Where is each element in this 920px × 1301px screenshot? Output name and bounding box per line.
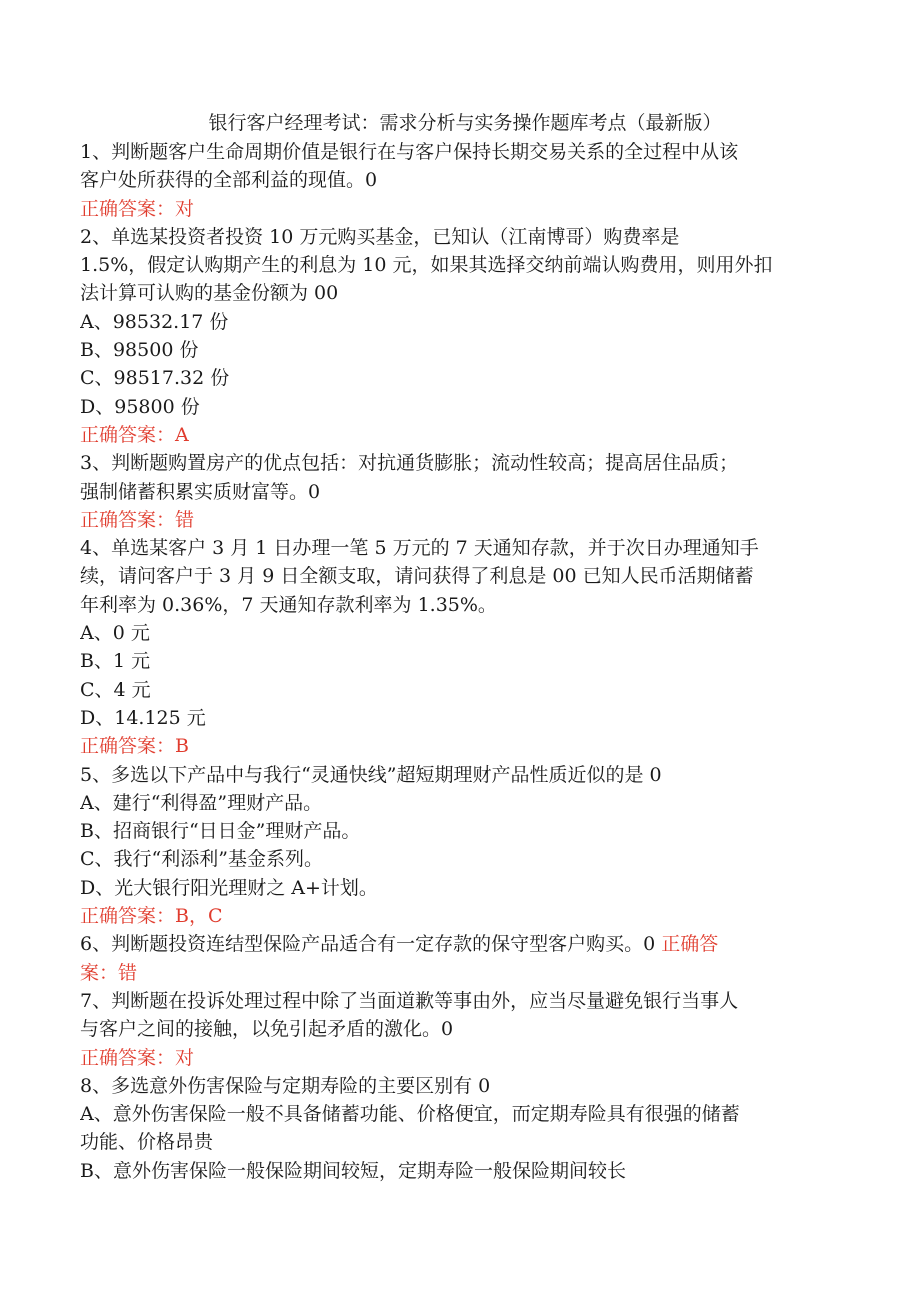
- answer-line: [80, 959, 840, 987]
- text-line: [80, 364, 840, 392]
- text-line: [80, 676, 840, 704]
- text-line: [80, 166, 840, 194]
- text-line: [80, 449, 840, 477]
- answer-line: [80, 195, 840, 223]
- text-line: [80, 845, 840, 873]
- inline-answer-text: 正确答: [661, 933, 719, 956]
- text-line: [80, 1157, 840, 1185]
- text-line: [80, 308, 840, 336]
- line-text: A、意外伤害保险一般不具备储蓄功能、价格便宜，而定期寿险具有很强的储蓄: [80, 1103, 740, 1126]
- document-body: [80, 138, 840, 1185]
- line-text: 正确答案：对: [80, 197, 195, 220]
- line-text: 正确答案：对: [80, 1046, 195, 1069]
- text-line: [80, 817, 840, 845]
- line-text: 强制储蓄积累实质财富等。0: [80, 480, 321, 503]
- text-line: [80, 591, 840, 619]
- line-text: 1、判断题客户生命周期价值是银行在与客户保持长期交易关系的全过程中从该: [80, 141, 739, 163]
- line-text: 正确答案：错: [80, 508, 195, 531]
- text-line: [80, 336, 840, 364]
- line-text: B、98500 份: [80, 339, 199, 362]
- line-text: 5、多选以下产品中与我行“灵通快线”超短期理财产品性质近似的是 0: [80, 763, 662, 786]
- answer-line: [80, 902, 840, 930]
- text-line: [80, 534, 840, 562]
- answer-line: [80, 1044, 840, 1072]
- line-text: C、4 元: [80, 678, 151, 701]
- line-text: 案：错: [80, 961, 138, 984]
- line-text: A、0 元: [80, 622, 150, 645]
- line-text: 正确答案：B，C: [80, 905, 223, 928]
- line-text: 功能、价格昂贵: [80, 1131, 214, 1154]
- text-line: [80, 279, 840, 307]
- answer-line: [80, 732, 840, 760]
- text-line: [80, 1100, 840, 1128]
- line-text: 续，请问客户于 3 月 9 日全额支取，请问获得了利息是 00 已知人民币活期储蓄: [80, 565, 754, 588]
- line-text: B、1 元: [80, 650, 151, 673]
- text-line: [80, 1128, 840, 1156]
- text-line: [80, 930, 840, 958]
- line-text: 客户处所获得的全部利益的现值。0: [80, 169, 378, 192]
- text-line: [80, 619, 840, 647]
- line-text: 与客户之间的接触，以免引起矛盾的激化。0: [80, 1018, 454, 1041]
- text-line: [80, 1015, 840, 1043]
- line-text: D、95800 份: [80, 395, 200, 418]
- line-text: C、我行“利添利”基金系列。: [80, 848, 323, 871]
- text-line: [80, 987, 840, 1015]
- line-text: C、98517.32 份: [80, 367, 230, 390]
- text-line: [80, 761, 840, 789]
- line-text: 7、判断题在投诉处理过程中除了当面道歉等事由外，应当尽量避免银行当事人: [80, 989, 739, 1012]
- text-line: [80, 223, 840, 251]
- line-text: 2、单选某投资者投资 10 万元购买基金，已知认（江南博哥）购费率是: [80, 225, 680, 248]
- text-line: [80, 562, 840, 590]
- line-text: 6、判断题投资连结型保险产品适合有一定存款的保守型客户购买。0: [80, 933, 662, 956]
- line-text: B、招商银行“日日金”理财产品。: [80, 820, 361, 843]
- document-title: 银行客户经理考试：需求分析与实务操作题库考点（最新版）: [208, 112, 722, 134]
- line-text: D、14.125 元: [80, 706, 206, 729]
- text-line: [80, 874, 840, 902]
- line-text: D、光大银行阳光理财之 A+计划。: [80, 876, 378, 899]
- line-text: A、98532.17 份: [80, 310, 229, 333]
- line-text: B、意外伤害保险一般保险期间较短，定期寿险一般保险期间较长: [80, 1159, 626, 1182]
- line-text: A、建行“利得盈”理财产品。: [80, 791, 323, 814]
- text-line: [80, 478, 840, 506]
- text-line: [80, 789, 840, 817]
- answer-line: [80, 421, 840, 449]
- text-line: [80, 138, 840, 166]
- line-text: 1.5%，假定认购期产生的利息为 10 元，如果其选择交纳前端认购费用，则用外扣: [80, 254, 773, 277]
- text-line: [80, 393, 840, 421]
- text-line: [80, 251, 840, 279]
- text-line: [80, 1072, 840, 1100]
- line-text: 4、单选某客户 3 月 1 日办理一笔 5 万元的 7 天通知存款，并于次日办理通知手: [80, 537, 759, 560]
- text-line: [80, 647, 840, 675]
- line-text: 8、多选意外伤害保险与定期寿险的主要区别有 0: [80, 1074, 491, 1097]
- line-text: 年利率为 0.36%，7 天通知存款利率为 1.35%。: [80, 593, 497, 616]
- answer-line: [80, 506, 840, 534]
- line-text: 法计算可认购的基金份额为 00: [80, 282, 339, 305]
- line-text: 正确答案：B: [80, 735, 189, 758]
- line-text: 正确答案：A: [80, 423, 189, 446]
- text-line: [80, 704, 840, 732]
- line-text: 3、判断题购置房产的优点包括：对抗通货膨胀；流动性较高；提高居住品质；: [80, 452, 739, 475]
